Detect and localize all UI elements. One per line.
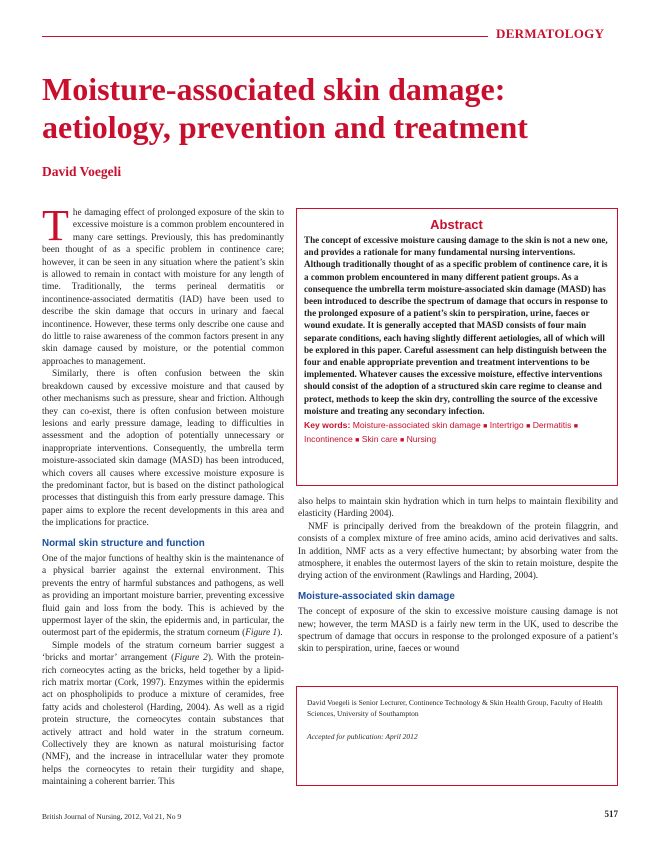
intro-paragraph-2: Similarly, there is often confusion between the skin breakdown caused by excessive moisture and that caused by other mechanisms such as pressure, shear and friction. Although they can co-exist, there is often confusion between moisture lesions and early pressure damage, leading to difficulties in assessment and the adoption of potentially unnecessary or inappropriate interventions. Consequently, the umbrella term moisture-associated skin damage (MASD) has been introduced, which covers all causes where excessive moisture exposure is the predominant factor, but is based on the distinct pathological processes that distinguish this from early pressure damage. This paper aims to explore the recent developments in this area and the implications for practice. <box>42 369 284 529</box>
title-line-2: aetiology, prevention and treatment <box>42 109 528 145</box>
left-column <box>42 201 285 789</box>
right-paragraph-1: also helps to maintain skin hydration which in turn helps to maintain flexibility and elasticity (Harding 2004). <box>298 497 618 520</box>
journal-citation: British Journal of Nursing, 2012, Vol 21, No 9 <box>42 812 182 821</box>
accepted-date: Accepted for publication: April 2012 <box>307 732 418 741</box>
author-bio: David Voegeli is Senior Lecturer, Continence Technology & Skin Health Group, Faculty of Health Sciences, University of Southampton <box>307 698 603 718</box>
author-bio-box <box>296 686 618 786</box>
right-paragraph-2: NMF is principally derived from the breakdown of the protein filaggrin, and consists of a complex mixture of free amino acids, amino acid derivatives and salts. In addition, NMF acts as a very effective humectant; by absorbing water from the atmosphere, it enables the outermost layers of the skin to retain moisture, despite the drying action of the environment (Rawlings and Harding, 2004). <box>298 521 618 582</box>
bullet-square-icon: ■ <box>526 423 531 431</box>
keyword: Incontinence <box>304 434 353 445</box>
header-rule <box>42 36 488 37</box>
normal-skin-paragraph-1: One of the major functions of healthy skin is the maintenance of a physical barrier against the external environment. This prevents the entry of harmful substances and pathogens, as well as providing an important moisture barrier, preventing excessive fluid gain and loss from the body. This is achieved by the uppermost layer of the skin, the epidermis and, in particular, the outermost part of the epidermis, the stratum corneum (Figure 1). <box>42 553 284 639</box>
author-name: David Voegeli <box>42 164 122 179</box>
heading-masd: Moisture-associated skin damage <box>298 590 455 602</box>
keywords <box>304 419 609 447</box>
keyword: Intertrigo <box>489 420 524 431</box>
keywords-label: Key words: <box>304 420 351 431</box>
right-paragraph-3: The concept of exposure of the skin to excessive moisture causing damage is not new; however, the term MASD is a fairly new term in the UK, used to describe the spectrum of damage that occurs in response to the prolonged exposure of a patient’s skin to perspiration, urine, faeces or wound <box>298 607 618 655</box>
article-title <box>42 70 632 146</box>
normal-skin-paragraph-2: Simple models of the stratum corneum barrier suggest a ‘bricks and mortar’ arrangement (Figure 2). With the protein-rich corneocytes acting as the bricks, held together by a lipid-rich matrix mortar (Cork, 1997). Enzymes within the epidermis act on phospholipids to produce a mixture of ceramides, free fatty acids and cholesterol (Harding, 2004). As well as a rigid protein structure, the corneocytes contain substances that actively attract and hold water in the stratum corneum. Collectively they are known as natural moisturising factor (NMF), and the increase in intracellular water they promote helps the corneocytes to retain their turgidity and shape, maintaining a coherent barrier. This <box>42 640 285 788</box>
abstract-text: The concept of excessive moisture causing damage to the skin is not a new one, and provides a rationale for many fundamental nursing interventions. Although traditionally thought of as a specific problem of continence care, it is a common problem encountered in many different patient groups. As a consequence the umbrella term moisture-associated skin damage (MASD) has been introduced to describe the spectrum of damage that occurs in response to the prolonged exposure of a patient’s skin to perspiration, urine, faeces or wound exudate. It is generally accepted that MASD consists of four main separate conditions, each having slightly different aetiologies, all of which will be explored in this paper. Careful assessment can help distinguish between the four and enable appropriate prevention and treatment interventions to be implemented. Whatever causes the excessive moisture, effective interventions should consist of the adoption of a structured skin care regime to cleanse and protect, methods to keep the skin dry, controlling the source of the excessive moisture and treating any secondary infection. <box>304 235 608 416</box>
right-column <box>298 496 618 656</box>
bullet-square-icon: ■ <box>573 423 578 431</box>
figure-1-ref[interactable]: Figure 1 <box>245 628 278 639</box>
bullet-square-icon: ■ <box>399 437 405 445</box>
abstract-title: Abstract <box>430 217 483 232</box>
intro-paragraph-1: The damaging effect of prolonged exposure of the skin to excessive moisture is a common problem encountered in many care settings. Previously, this has predominantly been thought of as a specific problem in continence care; however, it can be seen in any situation where the patient’s skin is allowed to remain in contact with moisture for any length of time. Traditionally, the terms perineal dermatitis or incontinence-associated dermatitis (IAD) have been used to describe the skin damage that occurs in urinary and faecal incontinence. However, these terms only describe one cause and do little to raise awareness of the common factors present in any skin damage caused by moisture, or the potential common approaches to management. <box>42 201 284 367</box>
keyword: Moisture-associated skin damage <box>352 420 481 431</box>
title-line-1: Moisture-associated skin damage: <box>42 71 506 107</box>
heading-normal-skin: Normal skin structure and function <box>42 537 205 549</box>
drop-cap: T <box>42 201 69 250</box>
keyword: Dermatitis <box>532 420 572 431</box>
bullet-square-icon: ■ <box>355 437 360 445</box>
section-label: DERMATOLOGY <box>496 26 605 41</box>
keyword: Nursing <box>406 434 437 445</box>
page-number: 517 <box>604 809 618 819</box>
abstract-box <box>296 208 618 486</box>
figure-2-ref[interactable]: Figure 2 <box>174 653 208 664</box>
keyword: Skin care <box>361 434 398 445</box>
bullet-square-icon: ■ <box>483 423 488 431</box>
